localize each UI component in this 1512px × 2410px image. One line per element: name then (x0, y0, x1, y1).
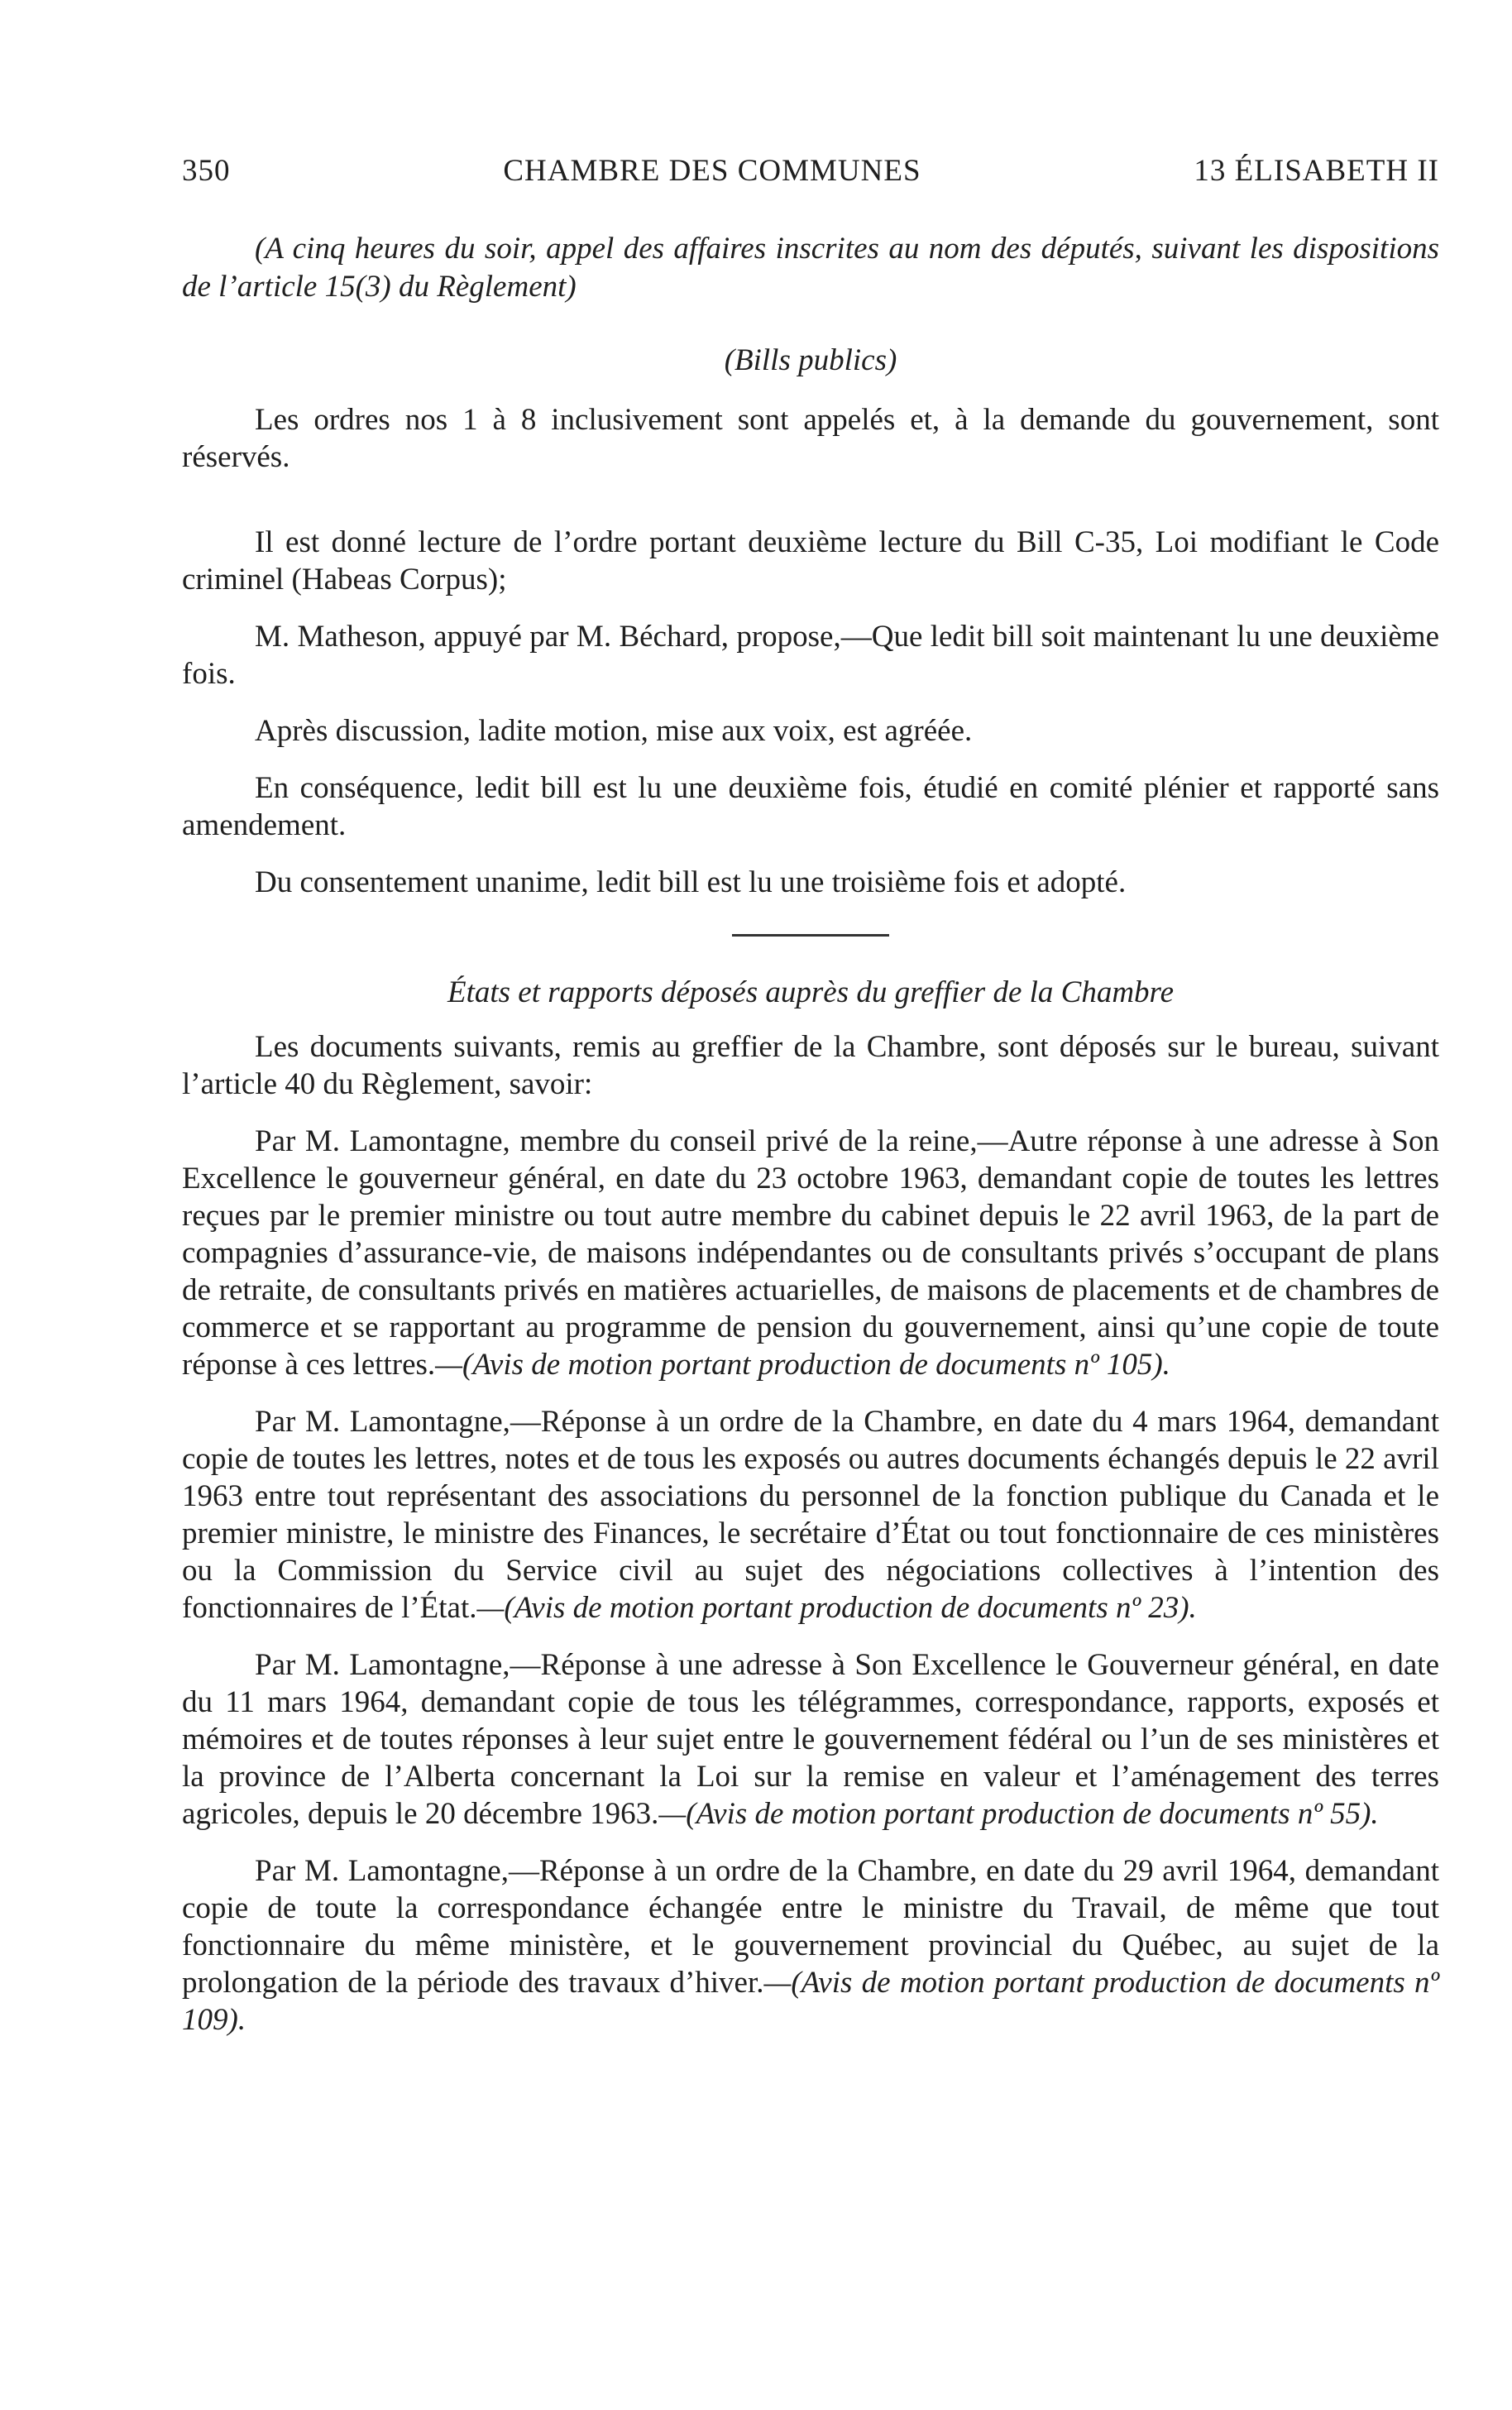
subheading-bills-publics: (Bills publics) (724, 343, 897, 377)
paragraph-bill-reading: Il est donné lecture de l’ordre portant deuxième lecture du Bill C-35, Loi modifiant le Code criminel (Habeas Corpus); (182, 525, 1439, 597)
return-item (182, 1403, 1439, 1627)
journal-page (182, 153, 1439, 2058)
section-divider (732, 934, 889, 937)
page-number: 350 (182, 154, 231, 188)
section-intro: Les documents suivants, remis au greffier de la Chambre, sont déposés sur le bureau, suivant l’article 40 du Règlement, savoir: (182, 1030, 1439, 1101)
return-text: Par M. Lamontagne,—Réponse à un ordre de la Chambre, en date du 4 mars 1964, demandant copie de toutes les lettres, notes et de tous les exposés ou autres documents échangés depuis le 22 avril 1963 entre tout représentant des associations du personnel de la fonction publique du Canada et le premier ministre, le ministre des Finances, le secrétaire d’État ou tout fonctionnaire de ces ministères ou la Commission du Service civil au sujet des négociations collectives à l’intention des fonctionnaires de l’État. (182, 1405, 1439, 1625)
return-reference: —(Avis de motion portant production de documents nº 55). (658, 1797, 1379, 1831)
section-title: États et rapports déposés auprès du greffier de la Chambre (447, 975, 1174, 1009)
paragraph-discussion: Après discussion, ladite motion, mise aux voix, est agréée. (255, 714, 973, 748)
paragraph-orders: Les ordres nos 1 à 8 inclusivement sont appelés et, à la demande du gouvernement, sont réservés. (182, 403, 1439, 474)
return-item (182, 1646, 1439, 1833)
paragraph-second-reading: En conséquence, ledit bill est lu une deuxième fois, étudié en comité plénier et rapporté sans amendement. (182, 771, 1439, 842)
regnal-year: 13 ÉLISABETH II (1194, 154, 1439, 188)
return-item (182, 1852, 1439, 2039)
return-reference: —(Avis de motion portant production de documents nº 109). (182, 1966, 1439, 2037)
intro-note: (A cinq heures du soir, appel des affaires inscrites au nom des députés, suivant les dispositions de l’article 15(3) du Règlement) (182, 232, 1439, 304)
return-reference: —(Avis de motion portant production de documents nº 105). (435, 1348, 1170, 1382)
return-text: Par M. Lamontagne,—Réponse à une adresse à Son Excellence le Gouverneur général, en date du 11 mars 1964, demandant copie de tous les télégrammes, correspondance, rapports, exposés et mémoires et de toutes réponses à leur sujet entre le gouvernement fédéral ou l’un de ses ministères et la province de l’Alberta concernant la Loi sur la remise en valeur et l’aménagement des terres agricoles, depuis le 20 décembre 1963. (182, 1648, 1439, 1831)
header-title: CHAMBRE DES COMMUNES (503, 154, 921, 188)
paragraph-third-reading: Du consentement unanime, ledit bill est lu une troisième fois et adopté. (255, 865, 1127, 899)
return-text: Par M. Lamontagne, membre du conseil privé de la reine,—Autre réponse à une adresse à Son Excellence le gouverneur général, en date du 23 octobre 1963, demandant copie de toutes les lettres reçues par le premier ministre ou tout autre membre du cabinet depuis le 22 avril 1963, de la part de compagnies d’assurance-vie, de maisons indépendantes ou de consultants privés s’occupant de plans de retraite, de consultants privés en matières actuarielles, de maisons de placements et de chambres de commerce et se rapportant au programme de pension du gouvernement, ainsi qu’une copie de toute réponse à ces lettres. (182, 1124, 1439, 1382)
return-item (182, 1123, 1439, 1383)
page-header (182, 153, 1439, 189)
return-text: Par M. Lamontagne,—Réponse à un ordre de la Chambre, en date du 29 avril 1964, demandant copie de toute la correspondance échangée entre le ministre du Travail, de même que tout fonctionnaire du même ministère, et le gouvernement provincial du Québec, au sujet de la prolongation de la période des travaux d’hiver. (182, 1854, 1439, 2000)
paragraph-motion: M. Matheson, appuyé par M. Béchard, propose,—Que ledit bill soit maintenant lu une deuxième fois. (182, 620, 1439, 691)
return-reference: —(Avis de motion portant production de documents nº 23). (476, 1591, 1197, 1625)
